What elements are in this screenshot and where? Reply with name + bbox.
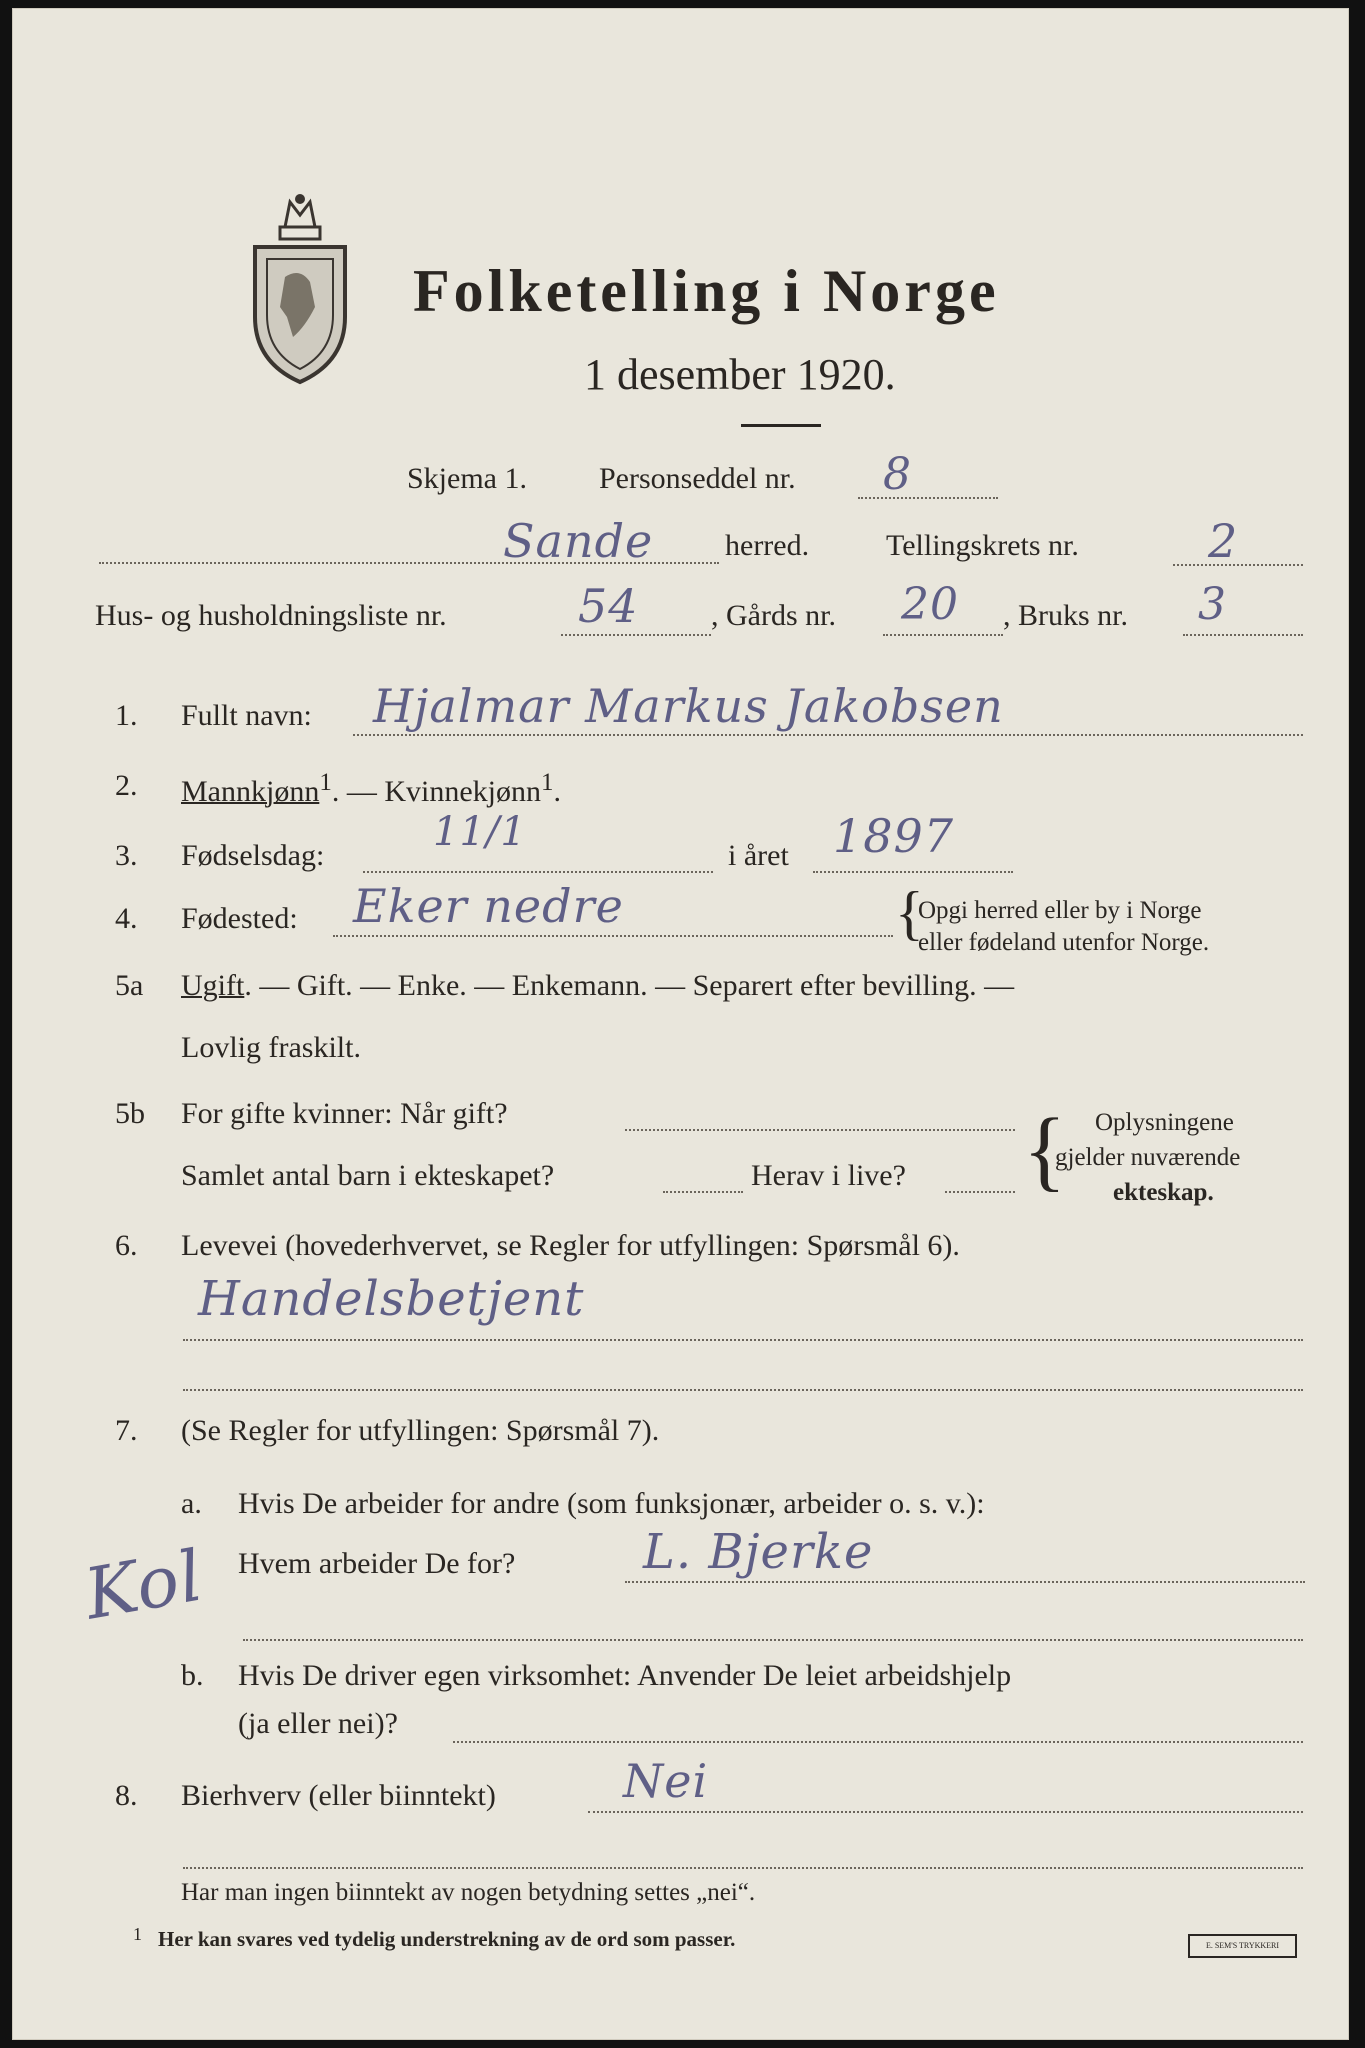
personseddel-label: Personseddel nr. <box>599 462 796 495</box>
q5b-note-line2: gjelder nuværende <box>1055 1144 1241 1171</box>
q5b-note-line3: ekteskap. <box>1113 1179 1214 1206</box>
q2-number: 2. <box>115 769 138 802</box>
norwegian-coat-of-arms-icon <box>245 187 355 387</box>
q2-sex-options: Mannkjønn$^1$. — Kvinnekjønn$^1$. <box>181 769 561 808</box>
census-date: 1 desember 1920. <box>584 350 896 399</box>
q5a-number: 5a <box>115 969 144 1002</box>
herred-label: herred. <box>725 529 810 562</box>
year-label: i året <box>728 839 789 872</box>
gards-label: , Gårds nr. <box>711 599 836 632</box>
q6-label: Levevei (hovederhvervet, se Regler for utfyllingen: Spørsmål 6). <box>181 1229 960 1262</box>
q8-number: 8. <box>115 1779 138 1812</box>
bruks-value[interactable]: 3 <box>1198 579 1227 630</box>
q7-number: 7. <box>115 1414 138 1447</box>
q5b-note-line1: Oplysningene <box>1095 1109 1234 1136</box>
q5b-line1: For gifte kvinner: Når gift? <box>181 1097 508 1130</box>
full-name-value[interactable]: Hjalmar Markus Jakobsen <box>373 679 1004 733</box>
q5b-number: 5b <box>115 1097 145 1130</box>
birthplace-value[interactable]: Eker nedre <box>353 879 624 933</box>
ugift-option[interactable]: Ugift <box>181 969 245 1002</box>
printer-stamp: E. SEM'S TRYKKERI <box>1188 1934 1297 1958</box>
q7a-letter: a. <box>181 1487 202 1520</box>
footnote: Her kan svares ved tydelig understrekning av de ord som passer. <box>158 1927 736 1951</box>
q4-note-line1: Opgi herred eller by i Norge <box>918 897 1202 924</box>
q3-label: Fødselsdag: <box>181 839 325 872</box>
q5a-marital-options: Ugift. — Gift. — Enke. — Enkemann. — Separert efter bevilling. — <box>181 969 1015 1002</box>
q8-label: Bierhverv (eller biinntekt) <box>181 1779 496 1812</box>
gards-value[interactable]: 20 <box>901 579 959 630</box>
birthday-value[interactable]: 11/1 <box>433 809 527 855</box>
employer-value[interactable]: L. Bjerke <box>643 1524 874 1580</box>
herred-value[interactable]: Sande <box>503 514 654 568</box>
female-option[interactable]: Kvinnekjønn <box>384 775 541 808</box>
personseddel-value[interactable]: 8 <box>883 449 912 500</box>
tellingskrets-value[interactable]: 2 <box>1208 514 1239 568</box>
q1-label: Fullt navn: <box>181 699 312 732</box>
footnote-mark: 1 <box>133 1924 142 1944</box>
q4-number: 4. <box>115 902 138 935</box>
q4-label: Fødested: <box>181 902 298 935</box>
side-income-value[interactable]: Nei <box>623 1754 709 1808</box>
q5b-children-label: Samlet antal barn i ekteskapet? <box>181 1159 555 1192</box>
q7b-line1: Hvis De driver egen virksomhet: Anvender De leiet arbeidshjelp <box>238 1659 1012 1692</box>
birth-year-value[interactable]: 1897 <box>833 809 955 863</box>
q7b-line2: (ja eller nei)? <box>238 1707 398 1740</box>
title-divider <box>741 424 821 427</box>
occupation-value[interactable]: Handelsbetjent <box>198 1271 585 1327</box>
husliste-value[interactable]: 54 <box>578 579 639 633</box>
q3-number: 3. <box>115 839 138 872</box>
q5b-alive-label: Herav i live? <box>751 1159 906 1192</box>
q1-number: 1. <box>115 699 138 732</box>
q7-label: (Se Regler for utfyllingen: Spørsmål 7). <box>181 1414 660 1447</box>
q7a-line1: Hvis De arbeider for andre (som funksjonær, arbeider o. s. v.): <box>238 1487 985 1520</box>
census-form: Folketelling i Norge 1 desember 1920. Skjema 1. Personseddel nr. 8 Sande herred. Tellingskrets nr. 2 Hus- og husholdningsliste nr. 54 , Gårds nr. 20 , Bruks nr. 3 1. Fullt navn: Hjalmar Markus Jakobsen 2. Mannkjønn$^1$. — Kvinnekjønn$^1$. 3. Fødselsdag: 11/1 i året 1897 4. Fødested: Eker nedre { Opgi herred eller by i Norge eller fødeland utenfor Norge. 5a Ugift. — Gift. — Enke. — Enkemann. — Separert efter bevilling. — Lovlig fraskilt. 5b For gifte kvinner: Når gift? Samlet antal barn i ekteskapet? Herav i live? { Oplysningene gjelder nuværende ekteskap. 6. Levevei (hovederhvervet, se Regler for utfyllingen: Spørsmål 6). Handelsbetjent 7. (Se Regler for utfyllingen: Spørsmål 7). a. Hvis De arbeider for andre (som funksjonær, arbeider o. s. v.): Hvem arbeider De for? L. Bjerke Kol b. Hvis De driver egen virksomhet: Anvender De leiet arbeidshjelp (ja eller nei)? 8. Bierhverv (eller biinntekt) Nei Har man ingen biinntekt av nogen betydning settes „nei“. 1 Her kan svares ved tydelig understrekning av de ord som passer. E. SEM'S TRYKKERI <box>12 8 1349 2040</box>
q5a-line2[interactable]: Lovlig fraskilt. <box>181 1031 361 1064</box>
male-option[interactable]: Mannkjønn <box>181 775 320 808</box>
tellingskrets-label: Tellingskrets nr. <box>886 529 1079 562</box>
margin-note: Kol <box>78 1534 210 1636</box>
form-title: Folketelling i Norge <box>413 258 1000 324</box>
bruks-label: , Bruks nr. <box>1003 599 1129 632</box>
skjema-label: Skjema 1. <box>407 462 527 495</box>
q7b-letter: b. <box>181 1659 204 1692</box>
husliste-label: Hus- og husholdningsliste nr. <box>95 599 447 632</box>
q4-note-line2: eller fødeland utenfor Norge. <box>918 929 1210 956</box>
footer-note: Har man ingen biinntekt av nogen betydning settes „nei“. <box>181 1879 756 1906</box>
q7a-line2: Hvem arbeider De for? <box>238 1547 516 1580</box>
q6-number: 6. <box>115 1229 138 1262</box>
